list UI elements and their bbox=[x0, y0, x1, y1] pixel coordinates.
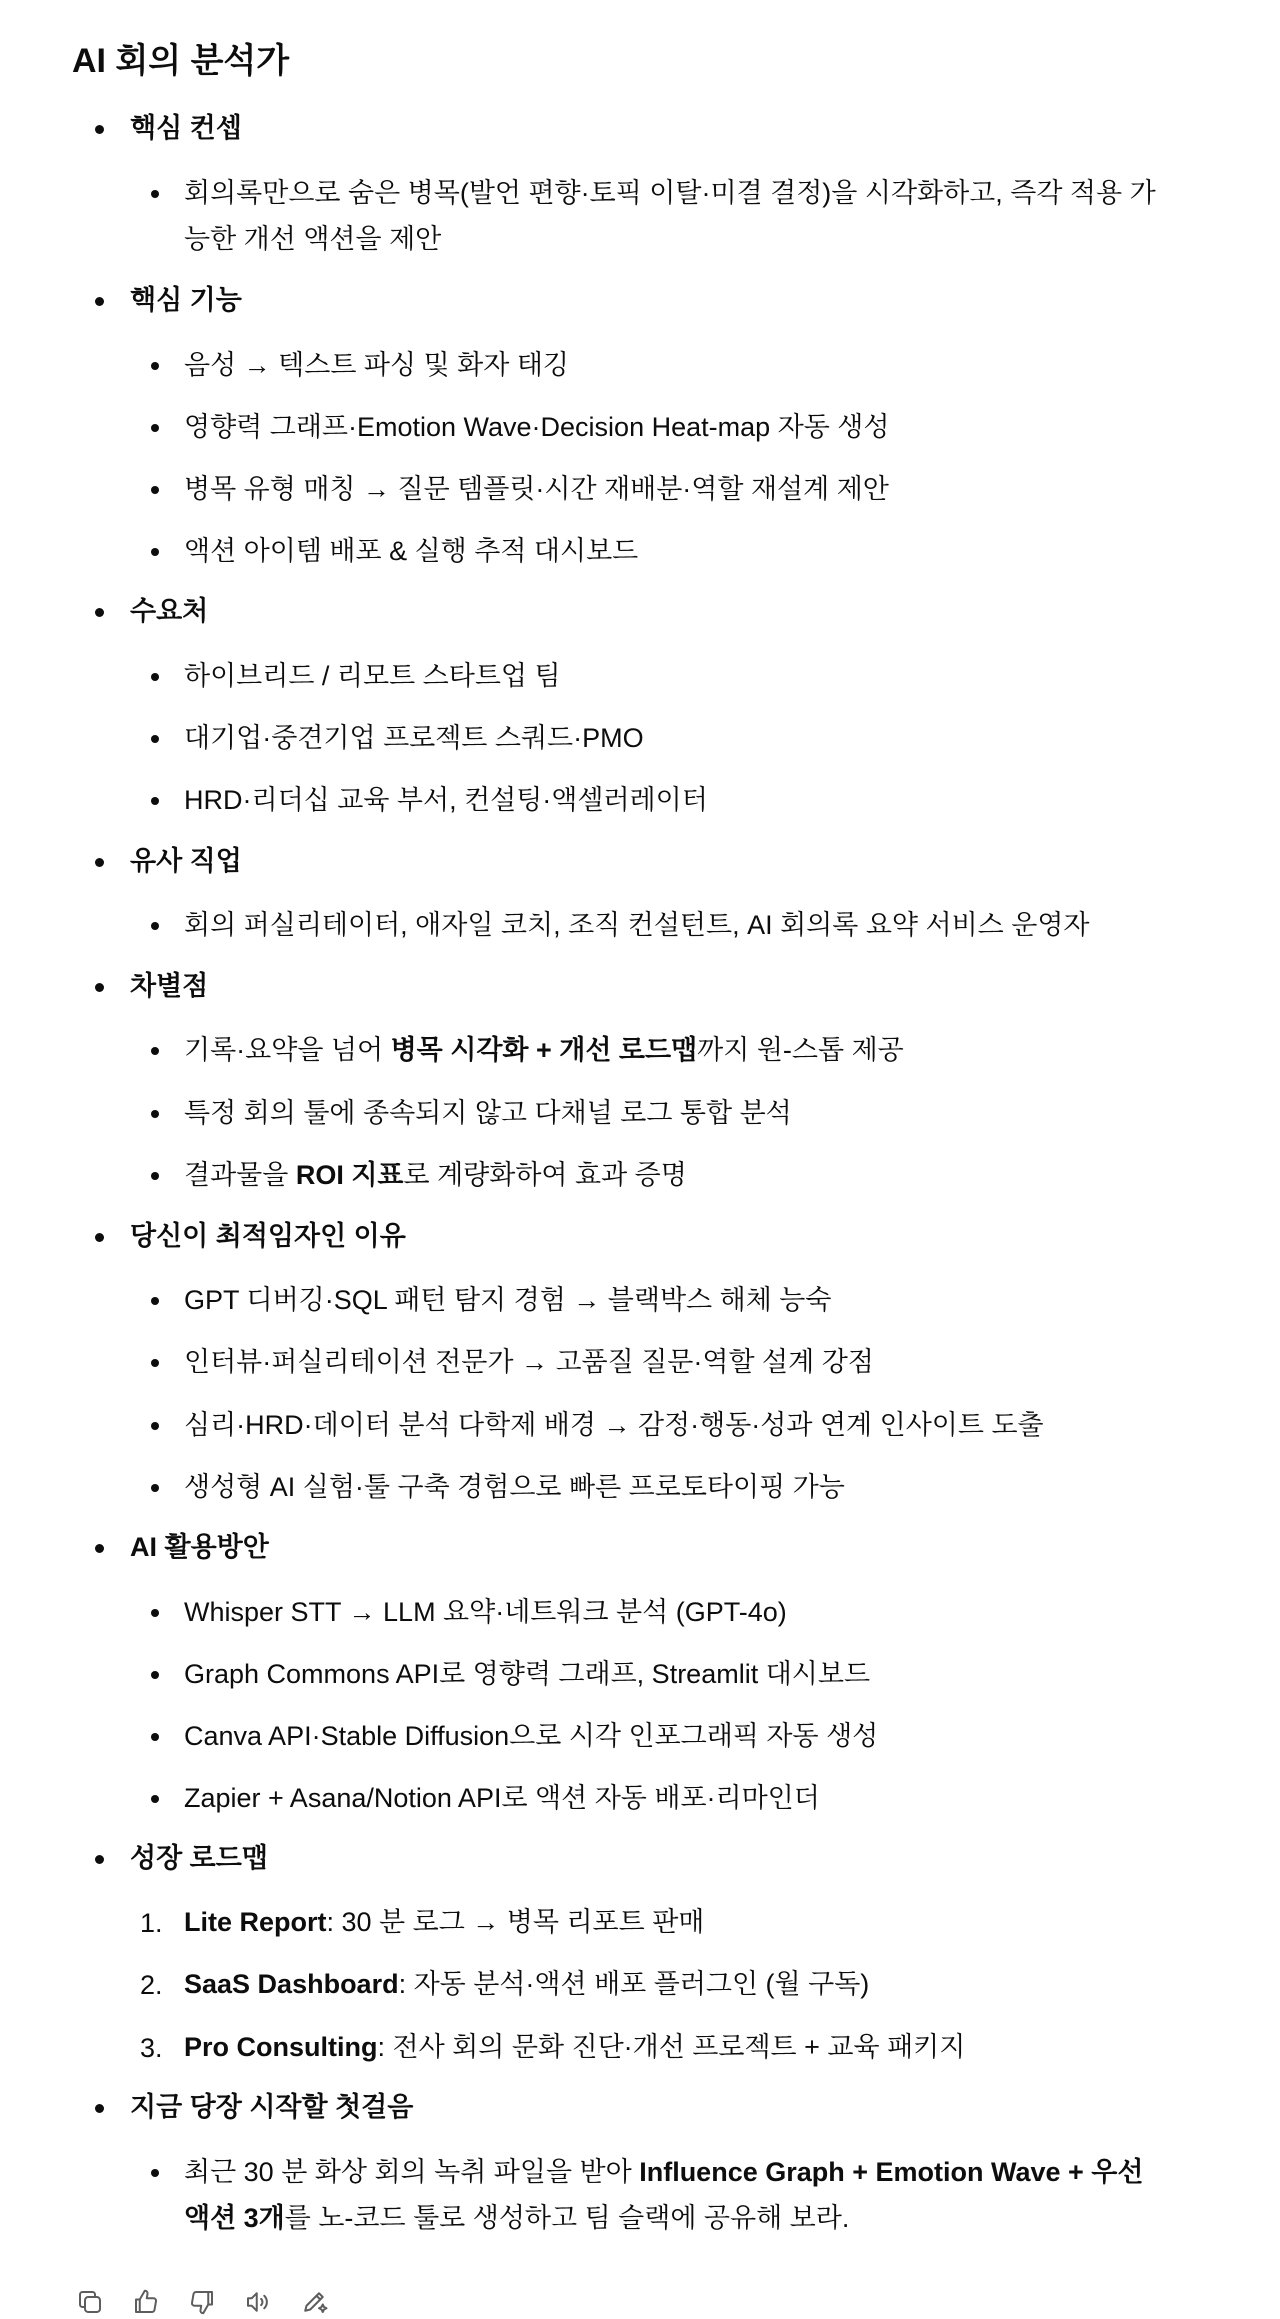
list-item bbox=[184, 1899, 1169, 1945]
list-bullet bbox=[151, 922, 159, 930]
text-span: 영향력 그래프·Emotion Wave·Decision Heat-map 자동 생성 bbox=[184, 412, 890, 442]
edit-icon bbox=[299, 2287, 329, 2317]
list-item bbox=[184, 1277, 1169, 1323]
thumbs-up-icon bbox=[131, 2287, 161, 2317]
list-item bbox=[184, 342, 1169, 388]
text-span: 심리·HRD·데이터 분석 다학제 배경 → 감정·행동·성과 연계 인사이트 도출 bbox=[184, 1410, 1044, 1440]
list-item bbox=[184, 1961, 1169, 2007]
section-bullet bbox=[95, 1233, 104, 1242]
list-bullet bbox=[151, 548, 159, 556]
section-heading: 차별점 bbox=[130, 971, 209, 1001]
bold-text: ROI 지표 bbox=[295, 1160, 404, 1190]
list-item bbox=[184, 777, 1169, 823]
list-bullet bbox=[151, 190, 159, 198]
list-bullet bbox=[151, 1795, 159, 1803]
list-item bbox=[184, 1339, 1169, 1385]
list-bullet bbox=[151, 1110, 159, 1118]
list-bullet bbox=[151, 1733, 159, 1741]
list-item bbox=[184, 715, 1169, 761]
section-heading: 핵심 기능 bbox=[130, 285, 242, 315]
thumbs-down-button[interactable] bbox=[186, 2286, 218, 2318]
copy-button[interactable] bbox=[74, 2286, 106, 2318]
section-heading: 유사 직업 bbox=[130, 846, 242, 876]
list-item bbox=[184, 2149, 1169, 2241]
thumbs-up-button[interactable] bbox=[130, 2286, 162, 2318]
section-bullet bbox=[95, 983, 104, 992]
section-bullet bbox=[95, 1544, 104, 1553]
section-heading: 성장 로드맵 bbox=[130, 1843, 268, 1873]
list-number: 3. bbox=[140, 2033, 163, 2063]
copy-icon bbox=[75, 2287, 105, 2317]
section-bullet bbox=[95, 608, 104, 617]
list-bullet bbox=[151, 1671, 159, 1679]
list-bullet bbox=[151, 735, 159, 743]
section-bullet bbox=[95, 297, 104, 306]
text-span: Zapier + Asana/Notion API로 액션 자동 배포·리마인더 bbox=[184, 1783, 820, 1813]
list-bullet bbox=[151, 1484, 159, 1492]
list-bullet bbox=[151, 797, 159, 805]
list-number: 1. bbox=[140, 1908, 163, 1938]
list-bullet bbox=[151, 1422, 159, 1430]
text-span: 대기업·중견기업 프로젝트 스쿼드·PMO bbox=[184, 723, 644, 753]
text-span: Canva API·Stable Diffusion으로 시각 인포그래픽 자동 생성 bbox=[184, 1721, 879, 1751]
text-span: 인터뷰·퍼실리테이션 전문가 → 고품질 질문·역할 설계 강점 bbox=[184, 1347, 874, 1377]
text-span: : 전사 회의 문화 진단·개선 프로젝트 + 교육 패키지 bbox=[377, 2032, 966, 2062]
section-heading: 당신이 최적임자인 이유 bbox=[130, 1221, 406, 1251]
read-aloud-icon bbox=[243, 2287, 273, 2317]
text-span: 기록·요약을 넘어 bbox=[184, 1035, 391, 1065]
text-span: 하이브리드 / 리모트 스타트업 팀 bbox=[184, 661, 561, 691]
section-heading: 지금 당장 시작할 첫걸음 bbox=[130, 2092, 414, 2122]
list-item bbox=[184, 1589, 1169, 1635]
text-span: Whisper STT → LLM 요약·네트워크 분석 (GPT-4o) bbox=[184, 1597, 787, 1627]
section-bullet bbox=[95, 858, 104, 867]
text-span: 를 노-코드 툴로 생성하고 팀 슬랙에 공유해 보라. bbox=[284, 2203, 850, 2233]
text-span: 까지 원-스톱 제공 bbox=[697, 1035, 904, 1065]
edit-button[interactable] bbox=[298, 2286, 330, 2318]
message-actions bbox=[74, 2285, 330, 2319]
section-heading: AI 활용방안 bbox=[130, 1532, 269, 1562]
list-bullet bbox=[151, 362, 159, 370]
text-span: 음성 → 텍스트 파싱 및 화자 태깅 bbox=[184, 350, 569, 380]
text-span: : 30 분 로그 → 병목 리포트 판매 bbox=[326, 1907, 705, 1937]
text-span: 최근 30 분 화상 회의 녹취 파일을 받아 bbox=[184, 2157, 640, 2187]
list-item bbox=[184, 1152, 1169, 1198]
text-span: 회의록만으로 숨은 병목(발언 편향·토픽 이탈·미결 결정)을 시각화하고, 즉각 적용 가능한 개선 액션을 제안 bbox=[184, 178, 1156, 254]
text-span: 병목 유형 매칭 → 질문 템플릿·시간 재배분·역할 재설계 제안 bbox=[184, 474, 889, 504]
list-bullet bbox=[151, 424, 159, 432]
text-span: 회의 퍼실리테이터, 애자일 코치, 조직 컨설턴트, AI 회의록 요약 서비스 운영자 bbox=[184, 910, 1090, 940]
list-item bbox=[184, 170, 1169, 262]
text-span: HRD·리더십 교육 부서, 컨설팅·액셀러레이터 bbox=[184, 785, 708, 815]
list-item bbox=[184, 653, 1169, 699]
list-bullet bbox=[151, 2169, 159, 2177]
bold-text: Lite Report bbox=[184, 1907, 327, 1937]
text-span: Graph Commons API로 영향력 그래프, Streamlit 대시보드 bbox=[184, 1659, 871, 1689]
list-bullet bbox=[151, 486, 159, 494]
text-span: : 자동 분석·액션 배포 플러그인 (월 구독) bbox=[398, 1969, 870, 1999]
read-aloud-button[interactable] bbox=[242, 2286, 274, 2318]
text-span: 로 계량화하여 효과 증명 bbox=[403, 1160, 687, 1190]
list-item bbox=[184, 1027, 1169, 1073]
text-span: 결과물을 bbox=[184, 1160, 296, 1190]
list-item bbox=[184, 1775, 1169, 1821]
section-bullet bbox=[95, 1855, 104, 1864]
list-item bbox=[184, 1090, 1169, 1136]
bold-text: Influence Graph + Emotion Wave + 우선 액션 3개 bbox=[184, 2157, 1144, 2233]
list-bullet bbox=[151, 673, 159, 681]
text-span: 특정 회의 툴에 종속되지 않고 다채널 로그 통합 분석 bbox=[184, 1098, 792, 1128]
list-item bbox=[184, 902, 1169, 948]
thumbs-down-icon bbox=[187, 2287, 217, 2317]
list-item bbox=[184, 466, 1169, 512]
section-heading: 핵심 컨셉 bbox=[130, 113, 242, 143]
list-item bbox=[184, 2024, 1169, 2070]
list-bullet bbox=[151, 1047, 159, 1055]
section-bullet bbox=[95, 2104, 104, 2113]
list-bullet bbox=[151, 1297, 159, 1305]
text-span: 생성형 AI 실험·툴 구축 경험으로 빠른 프로토타이핑 가능 bbox=[184, 1472, 845, 1502]
list-bullet bbox=[151, 1359, 159, 1367]
section-bullet bbox=[95, 125, 104, 134]
text-span: 액션 아이템 배포 & 실행 추적 대시보드 bbox=[184, 536, 639, 566]
list-item bbox=[184, 1651, 1169, 1697]
bold-text: Pro Consulting bbox=[184, 2032, 378, 2062]
list-item bbox=[184, 404, 1169, 450]
section-heading: 수요처 bbox=[130, 596, 209, 626]
list-number: 2. bbox=[140, 1970, 163, 2000]
bold-text: SaaS Dashboard bbox=[184, 1969, 399, 1999]
list-bullet bbox=[151, 1172, 159, 1180]
list-bullet bbox=[151, 1609, 159, 1617]
text-span: GPT 디버깅·SQL 패턴 탐지 경험 → 블랙박스 해체 능숙 bbox=[184, 1285, 832, 1315]
list-item bbox=[184, 1464, 1169, 1510]
list-item bbox=[184, 528, 1169, 574]
bold-text: 병목 시각화 + 개선 로드맵 bbox=[390, 1035, 698, 1065]
response-title: AI 회의 분석가 bbox=[72, 42, 290, 80]
list-item bbox=[184, 1713, 1169, 1759]
list-item bbox=[184, 1402, 1169, 1448]
